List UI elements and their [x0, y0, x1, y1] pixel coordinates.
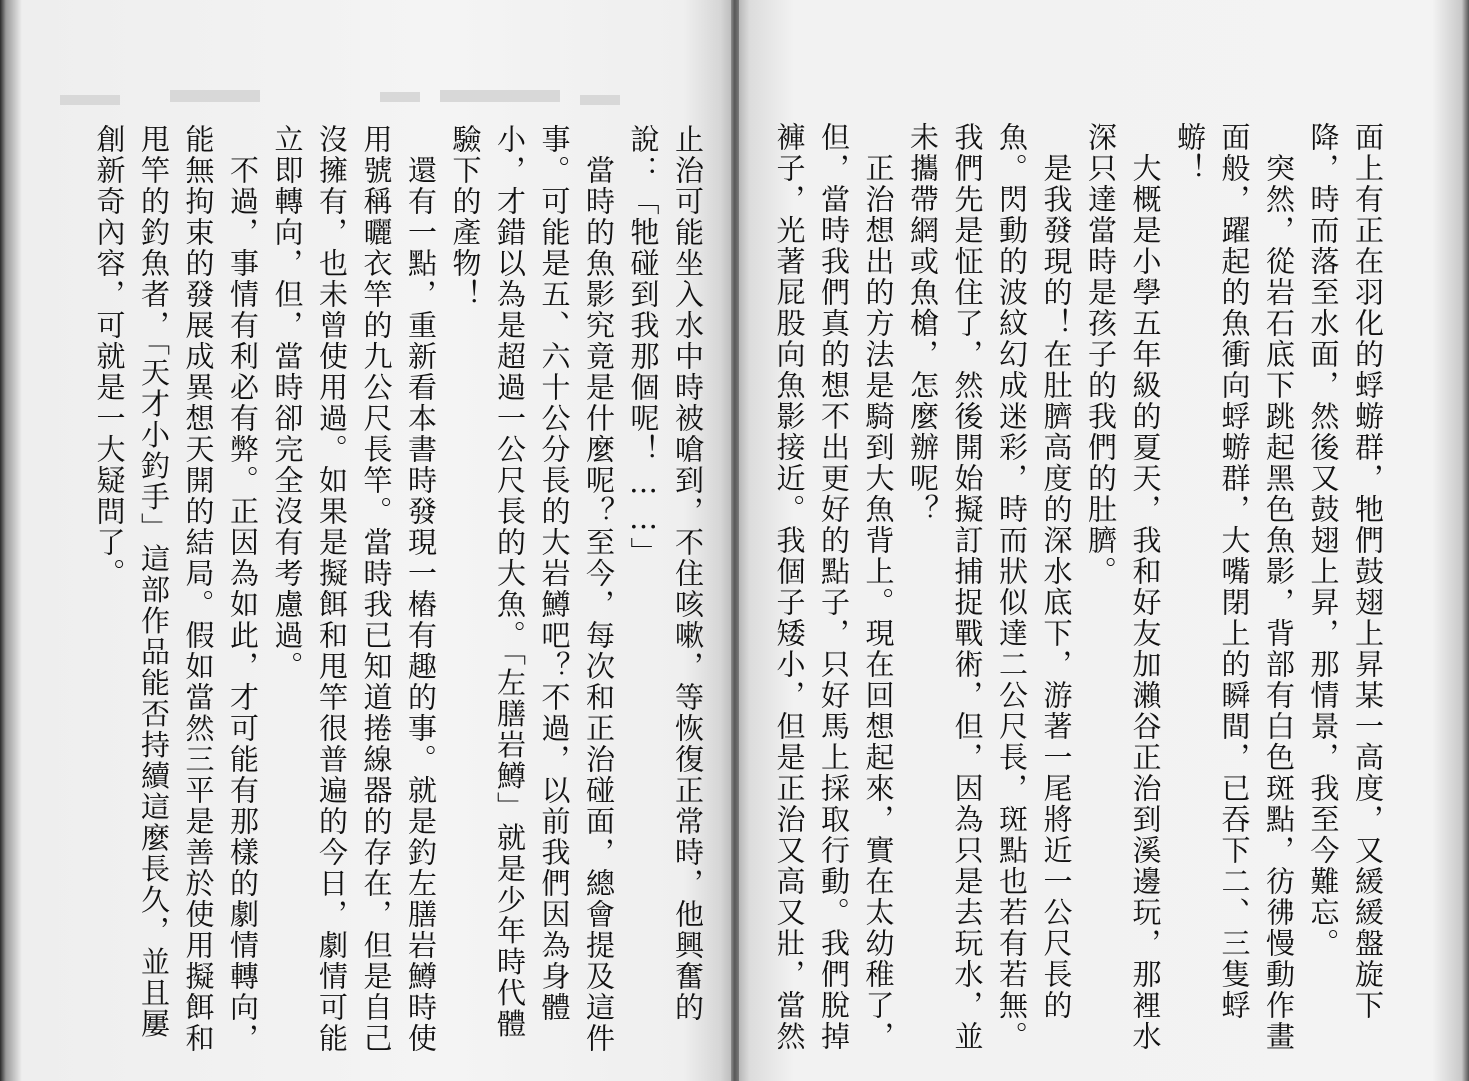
paragraph: 大概是小學五年級的夏天，我和好友加瀨谷正治到溪邊玩，那裡水深只達當時是孩子的我們的肚臍。 — [1084, 122, 1163, 1052]
ghost-print-mark — [440, 90, 560, 102]
paragraph: 不過，事情有利必有弊。正因為如此，才可能有那樣的劇情轉向，能無拘束的發展成異想天開的結局。假如當然三平是善於使用擬餌和甩竿的釣魚者，「天才小釣手」這部作品能否持續這麼長久，並且屢創新奇內容，可就是一大疑問了。 — [92, 124, 260, 1054]
paragraph: 面上有正在羽化的蜉蝣群，牠們鼓翅上昇某一高度，又緩緩盤旋下降，時而落至水面，然後又鼓翅上昇，那情景，我至今難忘。 — [1306, 122, 1385, 1021]
right-page-text — [765, 122, 1390, 1067]
ghost-print-mark — [170, 90, 260, 102]
left-page-text — [90, 124, 710, 1069]
paragraph: 突然，從岩石底下跳起黑色魚影，背部有白色斑點，彷彿慢動作畫面般，躍起的魚衝向蜉蝣群，大嘴閉上的瞬間，已吞下二、三隻蜉蝣！ — [1173, 122, 1296, 1052]
paragraph: 正治想出的方法是騎到大魚背上。現在回想起來，實在太幼稚了，但，當時我們真的想不出更好的點子，只好馬上採取行動。我們脫掉褲子，光著屁股向魚影接近。我個子矮小，但是正治又高又壯，當然 — [772, 122, 896, 1052]
paragraph: 是我發現的！在肚臍高度的深水底下，游著一尾將近一公尺長的魚。閃動的波紋幻成迷彩，時而狀似達二公尺長，斑點也若有若無。我們先是怔住了，然後開始擬訂捕捉戰術，但，因為只是去玩水，並未攜帶網或魚槍，怎麼辦呢？ — [906, 122, 1074, 1052]
paragraph: 還有一點，重新看本書時發現一樁有趣的事。就是釣左膳岩鱒時使用號稱曬衣竿的九公尺長竿。當時我已知道捲線器的存在，但是自己沒擁有，也未曾使用過。如果是擬餌和甩竿很普遍的今日，劇情可能立即轉向，但，當時卻完全沒有考慮過。 — [270, 124, 438, 1054]
book-spine-gutter — [731, 0, 739, 1081]
paragraph: 當時的魚影究竟是什麼呢？至今，每次和正治碰面，總會提及這件事。可能是五、六十公分長的大岩鱒吧？不過，以前我們因為身體小，才錯以為是超過一公尺長的大魚。「左膳岩鱒」就是少年時代體驗下的產物！ — [448, 124, 616, 1054]
ghost-print-mark — [380, 92, 420, 102]
ghost-print-mark — [60, 95, 120, 105]
ghost-print-mark — [580, 95, 620, 105]
paragraph: 止治可能坐入水中時被嗆到，不住咳嗽，等恢復正常時，他興奮的說：「牠碰到我那個呢！……」 — [626, 124, 705, 1023]
